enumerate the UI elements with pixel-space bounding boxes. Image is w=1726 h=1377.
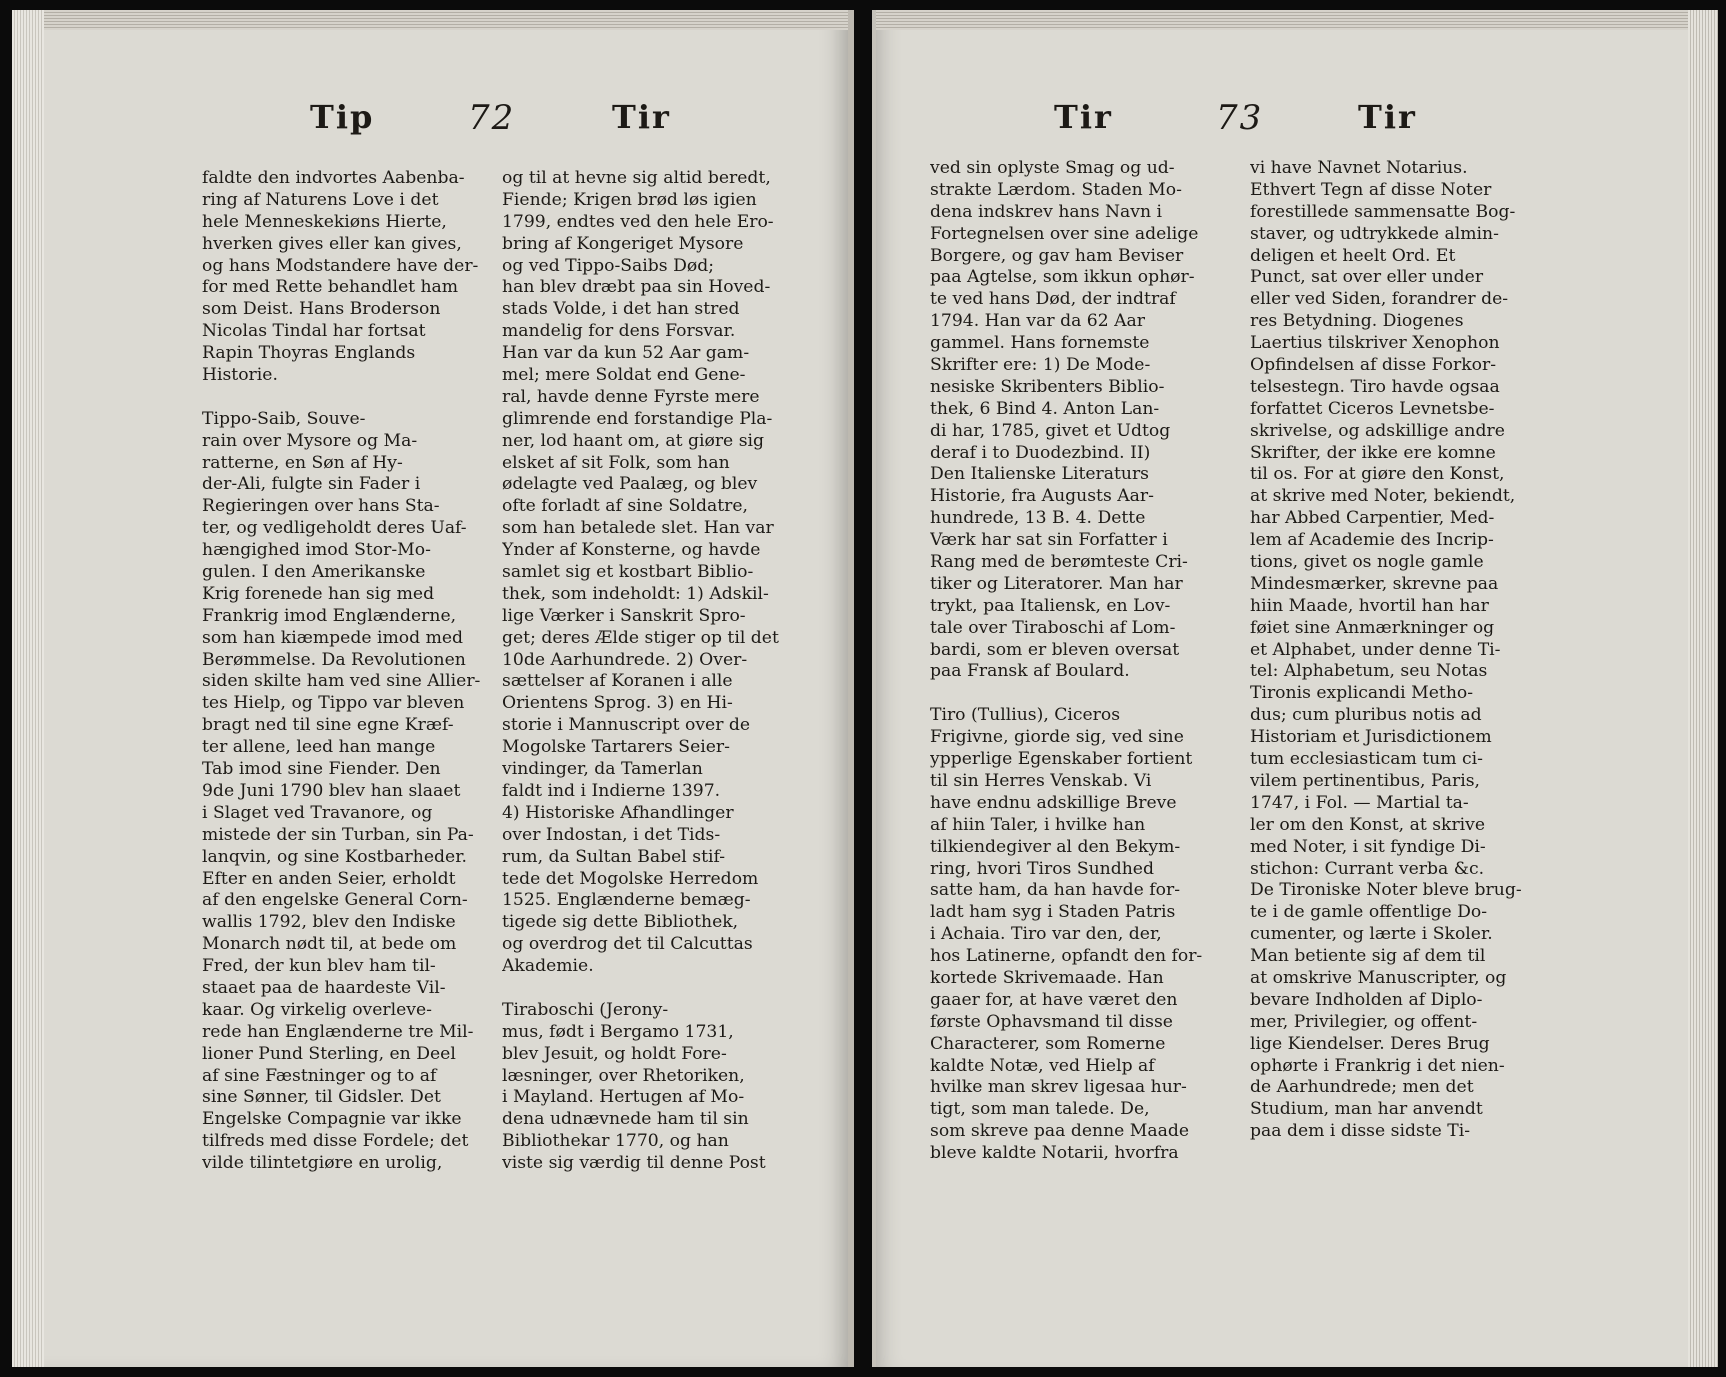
text-line: tilkiendegiver al den Bekym- <box>930 836 1181 857</box>
text-line: bring af Kongeriget Mysore <box>502 233 744 254</box>
text-line: ter allene, leed han mange <box>202 737 436 758</box>
text-line: hvilke man skrev ligesaa hur- <box>930 1077 1187 1098</box>
text-line: Tironis explicandi Metho- <box>1250 683 1474 704</box>
text-line: første Ophavsmand til disse <box>930 1011 1173 1032</box>
text-line: et Alphabet, under denne Ti- <box>1250 639 1501 660</box>
text-line: Den Italienske Literaturs <box>930 464 1149 485</box>
text-line: i Mayland. Hertugen af Mo- <box>502 1087 745 1108</box>
text-line: wallis 1792, blev den Indiske <box>202 912 456 933</box>
text-line: 9de Juni 1790 blev han slaaet <box>202 780 461 801</box>
text-line: 1525. Englænderne bemæg- <box>502 890 751 911</box>
text-line: res Betydning. Diogenes <box>1250 311 1464 332</box>
text-line: Krig forenede han sig med <box>202 583 435 604</box>
text-line: deraf i to Duodezbind. II) <box>930 442 1151 463</box>
text-line: have endnu adskillige Breve <box>930 792 1177 813</box>
text-line: dus; cum pluribus notis ad <box>1250 705 1482 726</box>
text-line: ter, og vedligeholdt deres Uaf- <box>202 518 467 539</box>
text-line: rum, da Sultan Babel stif- <box>502 846 726 867</box>
text-line: Ethvert Tegn af disse Noter <box>1250 179 1492 200</box>
text-line: eller ved Siden, forandrer de- <box>1250 289 1509 310</box>
text-column-2 <box>502 168 779 1175</box>
text-line: han blev dræbt paa sin Hoved- <box>502 277 771 298</box>
text-line: Tippo-Saib, Souve- <box>202 408 366 429</box>
text-line: vilem pertinentibus, Paris, <box>1250 770 1480 791</box>
text-line: gulen. I den Amerikanske <box>202 562 426 583</box>
text-line: strakte Lærdom. Staden Mo- <box>930 179 1182 200</box>
text-line: hundrede, 13 B. 4. Dette <box>930 508 1146 529</box>
text-line: Punct, sat over eller under <box>1250 267 1484 288</box>
text-line: hverken gives eller kan gives, <box>202 233 462 254</box>
text-line: Frigivne, giorde sig, ved sine <box>930 727 1184 748</box>
text-column-2 <box>1250 158 1522 1143</box>
text-line: føiet sine Anmærkninger og <box>1250 617 1495 638</box>
paragraph-gap <box>930 683 1202 705</box>
text-line: nesiske Skribenters Biblio- <box>930 376 1165 397</box>
text-line: faldte den indvortes Aabenba- <box>202 168 465 188</box>
text-line: tale over Tiraboschi af Lom- <box>930 617 1176 638</box>
text-line: at omskrive Manuscripter, og <box>1250 967 1507 988</box>
text-line: de Aarhundrede; men det <box>1250 1077 1474 1098</box>
text-line: lem af Academie des Incrip- <box>1250 530 1494 551</box>
text-line: ring af Naturens Love i det <box>202 189 439 210</box>
text-line: tilfreds med disse Fordele; det <box>202 1131 469 1152</box>
text-line: Skrifter ere: 1) De Mode- <box>930 355 1151 376</box>
page-number: 72 <box>468 98 516 138</box>
text-line: lanqvin, og sine Kostbarheder. <box>202 846 467 867</box>
text-line: glimrende end forstandige Pla- <box>502 408 773 429</box>
text-line: kortede Skrivemaade. Han <box>930 967 1164 988</box>
text-line: staaet paa de haardeste Vil- <box>202 977 446 998</box>
text-line: De Tironiske Noter bleve brug- <box>1250 880 1522 901</box>
text-line: der-Ali, fulgte sin Fader i <box>202 474 421 495</box>
text-line: 1799, endtes ved den hele Ero- <box>502 211 774 232</box>
text-line: get; deres Ælde stiger op til det <box>502 627 779 648</box>
text-line: hængighed imod Stor-Mo- <box>202 540 431 561</box>
page-stack-edge <box>1688 10 1718 1367</box>
text-line: ler om den Konst, at skrive <box>1250 814 1486 835</box>
text-line: tiker og Literatorer. Man har <box>930 573 1183 594</box>
text-line: ral, havde denne Fyrste mere <box>502 386 760 407</box>
text-line: bardi, som er bleven oversat <box>930 639 1180 660</box>
text-line: til os. For at giøre den Konst, <box>1250 464 1505 485</box>
text-line: Characterer, som Romerne <box>930 1033 1166 1054</box>
text-line: Fortegnelsen over sine adelige <box>930 223 1199 244</box>
text-line: paa Fransk af Boulard. <box>930 661 1130 682</box>
text-line: Mogolske Tartarers Seier- <box>502 737 730 758</box>
text-line: Rapin Thoyras Englands <box>202 343 416 364</box>
right-page <box>872 10 1718 1367</box>
text-line: blev Jesuit, og holdt Fore- <box>502 1043 727 1064</box>
text-line: stichon: Currant verba &c. <box>1250 858 1485 879</box>
text-line: tes Hielp, og Tippo var bleven <box>202 693 465 714</box>
text-line: 4) Historiske Afhandlinger <box>502 802 734 823</box>
text-line: Akademie. <box>502 956 594 977</box>
text-line: med Noter, i sit fyndige Di- <box>1250 836 1486 857</box>
text-line: bragt ned til sine egne Kræf- <box>202 715 454 736</box>
text-line: Frankrig imod Englænderne, <box>202 605 457 626</box>
text-line: og til at hevne sig altid beredt, <box>502 168 771 188</box>
text-line: Tiraboschi (Jerony- <box>502 999 669 1020</box>
text-line: Opfindelsen af disse Forkor- <box>1250 355 1497 376</box>
text-line: Borgere, og gav ham Beviser <box>930 245 1184 266</box>
text-line: lige Kiendelser. Deres Brug <box>1250 1033 1490 1054</box>
text-line: Efter en anden Seier, erholdt <box>202 868 456 889</box>
text-line: 1747, i Fol. — Martial ta- <box>1250 792 1469 813</box>
text-line: 10de Aarhundrede. 2) Over- <box>502 649 748 670</box>
text-line: Mindesmærker, skrevne paa <box>1250 573 1499 594</box>
text-line: Man betiente sig af dem til <box>1250 946 1486 967</box>
text-line: ødelagte ved Paalæg, og blev <box>502 474 758 495</box>
text-line: læsninger, over Rhetoriken, <box>502 1065 745 1086</box>
text-line: Laertius tilskriver Xenophon <box>1250 333 1500 354</box>
text-line: hiin Maade, hvortil han har <box>1250 595 1489 616</box>
text-line: ladt ham syg i Staden Patris <box>930 902 1176 923</box>
text-line: deligen et heelt Ord. Et <box>1250 245 1456 266</box>
text-line: som Deist. Hans Broderson <box>202 299 441 320</box>
text-line: af hiin Taler, i hvilke han <box>930 814 1146 835</box>
text-line: Studium, man har anvendt <box>1250 1099 1483 1120</box>
text-line: kaldte Notæ, ved Hielp af <box>930 1055 1155 1076</box>
text-line: og ved Tippo-Saibs Død; <box>502 255 715 276</box>
text-line: Historiam et Jurisdictionem <box>1250 727 1492 748</box>
text-line: lioner Pund Sterling, en Deel <box>202 1043 456 1064</box>
text-line: storie i Mannuscript over de <box>502 715 751 736</box>
text-line: har Abbed Carpentier, Med- <box>1250 508 1495 529</box>
text-line: gaaer for, at have været den <box>930 989 1178 1010</box>
text-line: Tiro (Tullius), Ciceros <box>930 705 1121 726</box>
text-line: kaar. Og virkelig overleve- <box>202 999 432 1020</box>
text-line: Nicolas Tindal har fortsat <box>202 321 426 342</box>
text-line: gammel. Hans fornemste <box>930 333 1150 354</box>
text-line: staver, og udtrykkede almin- <box>1250 223 1499 244</box>
running-head-right: Tir <box>612 98 671 136</box>
text-line: 1794. Han var da 62 Aar <box>930 311 1145 332</box>
text-line: te ved hans Død, der indtraf <box>930 289 1176 310</box>
text-line: ypperlige Egenskaber fortient <box>930 749 1193 770</box>
text-line: vi have Navnet Notarius. <box>1250 158 1468 178</box>
text-line: elsket af sit Folk, som han <box>502 452 730 473</box>
text-line: mandelig for dens Forsvar. <box>502 321 736 342</box>
text-line: vindinger, da Tamerlan <box>502 759 703 780</box>
text-line: Berømmelse. Da Revolutionen <box>202 649 466 670</box>
text-line: Engelske Compagnie var ikke <box>202 1109 462 1130</box>
text-line: dena udnævnede ham til sin <box>502 1109 749 1130</box>
text-line: sine Sønner, til Gidsler. Det <box>202 1087 441 1108</box>
text-line: tum ecclesiasticam tum ci- <box>1250 749 1483 770</box>
text-line: tigt, som man talede. De, <box>930 1099 1150 1120</box>
text-line: lige Værker i Sanskrit Spro- <box>502 605 746 626</box>
text-line: Rang med de berømteste Cri- <box>930 552 1188 573</box>
text-line: af den engelske General Corn- <box>202 890 468 911</box>
text-line: di har, 1785, givet et Udtog <box>930 420 1171 441</box>
text-line: Tab imod sine Fiender. Den <box>202 759 441 780</box>
text-line: forestillede sammensatte Bog- <box>1250 201 1516 222</box>
page-number: 73 <box>1216 98 1264 138</box>
text-line: Regieringen over hans Sta- <box>202 496 440 517</box>
left-page <box>12 10 854 1367</box>
text-line: samlet sig et kostbart Biblio- <box>502 562 754 583</box>
text-line: Fiende; Krigen brød løs igien <box>502 189 757 210</box>
text-line: mer, Privilegier, og offent- <box>1250 1011 1478 1032</box>
text-line: faldt ind i Indierne 1397. <box>502 780 721 801</box>
text-line: over Indostan, i det Tids- <box>502 824 721 845</box>
text-line: Fred, der kun blev ham til- <box>202 956 436 977</box>
text-line: stads Volde, i det han stred <box>502 299 740 320</box>
text-line: Orientens Sprog. 3) en Hi- <box>502 693 733 714</box>
text-line: trykt, paa Italiensk, en Lov- <box>930 595 1171 616</box>
text-line: paa Agtelse, som ikkun ophør- <box>930 267 1195 288</box>
text-line: siden skilte ham ved sine Allier- <box>202 671 481 692</box>
text-line: rede han Englænderne tre Mil- <box>202 1021 474 1042</box>
text-column-1 <box>930 158 1202 1165</box>
text-line: i Achaia. Tiro var den, der, <box>930 924 1162 945</box>
running-head-left: Tip <box>310 98 375 136</box>
text-line: viste sig værdig til denne Post <box>502 1153 766 1174</box>
text-line: Han var da kun 52 Aar gam- <box>502 343 750 364</box>
text-line: te i de gamle offentlige Do- <box>1250 902 1488 923</box>
text-line: tions, givet os nogle gamle <box>1250 552 1484 573</box>
text-line: bleve kaldte Notarii, hvorfra <box>930 1143 1179 1164</box>
text-column-1 <box>202 168 480 1175</box>
text-line: og overdrog det til Calcuttas <box>502 934 753 955</box>
text-line: hos Latinerne, opfandt den for- <box>930 946 1203 967</box>
text-line: rain over Mysore og Ma- <box>202 430 418 451</box>
text-line: tigede sig dette Bibliothek, <box>502 912 739 933</box>
text-line: dena indskrev hans Navn i <box>930 201 1163 222</box>
text-line: ofte forladt af sine Soldatre, <box>502 496 749 517</box>
text-line: som han betalede slet. Han var <box>502 518 774 539</box>
text-line: ner, lod haant om, at giøre sig <box>502 430 765 451</box>
running-head-left: Tir <box>1054 98 1113 136</box>
text-line: som skreve paa denne Maade <box>930 1121 1190 1142</box>
text-line: Historie. <box>202 365 278 386</box>
text-line: Ynder af Konsterne, og havde <box>502 540 761 561</box>
text-line: mistede der sin Turban, sin Pa- <box>202 824 474 845</box>
page-stack-edge <box>12 10 44 1367</box>
text-line: telsestegn. Tiro havde ogsaa <box>1250 376 1500 397</box>
text-line: ring, hvori Tiros Sundhed <box>930 858 1154 879</box>
text-line: tel: Alphabetum, seu Notas <box>1250 661 1488 682</box>
paragraph-gap <box>202 387 480 409</box>
running-head-right: Tir <box>1358 98 1417 136</box>
text-line: cumenter, og lærte i Skoler. <box>1250 924 1493 945</box>
text-line: til sin Herres Venskab. Vi <box>930 770 1152 791</box>
text-line: forfattet Ciceros Levnetsbe- <box>1250 398 1495 419</box>
text-line: som han kiæmpede imod med <box>202 627 464 648</box>
text-line: for med Rette behandlet ham <box>202 277 459 298</box>
text-line: ved sin oplyste Smag og ud- <box>930 158 1175 178</box>
text-line: mus, født i Bergamo 1731, <box>502 1021 734 1042</box>
text-line: og hans Modstandere have der- <box>202 255 479 276</box>
text-line: tede det Mogolske Herredom <box>502 868 759 889</box>
text-line: ophørte i Frankrig i det nien- <box>1250 1055 1505 1076</box>
text-line: ratterne, en Søn af Hy- <box>202 452 403 473</box>
text-line: Historie, fra Augusts Aar- <box>930 486 1154 507</box>
text-line: sættelser af Koranen i alle <box>502 671 733 692</box>
page-top-edge <box>12 10 848 30</box>
page-top-edge <box>876 10 1718 30</box>
text-line: bevare Indholden af Diplo- <box>1250 989 1483 1010</box>
text-line: paa dem i disse sidste Ti- <box>1250 1121 1471 1142</box>
text-line: Skrifter, der ikke ere komne <box>1250 442 1496 463</box>
text-line: satte ham, da han havde for- <box>930 880 1181 901</box>
text-line: thek, 6 Bind 4. Anton Lan- <box>930 398 1160 419</box>
text-line: vilde tilintetgiøre en urolig, <box>202 1153 443 1174</box>
text-line: Værk har sat sin Forfatter i <box>930 530 1168 551</box>
text-line: Monarch nødt til, at bede om <box>202 934 457 955</box>
text-line: Bibliothekar 1770, og han <box>502 1131 729 1152</box>
text-line: skrivelse, og adskillige andre <box>1250 420 1505 441</box>
text-line: af sine Fæstninger og to af <box>202 1065 437 1086</box>
text-line: thek, som indeholdt: 1) Adskil- <box>502 583 769 604</box>
text-line: hele Menneskekiøns Hierte, <box>202 211 447 232</box>
text-line: at skrive med Noter, bekiendt, <box>1250 486 1516 507</box>
paragraph-gap <box>502 978 779 1000</box>
text-line: mel; mere Soldat end Gene- <box>502 365 746 386</box>
text-line: i Slaget ved Travanore, og <box>202 802 433 823</box>
